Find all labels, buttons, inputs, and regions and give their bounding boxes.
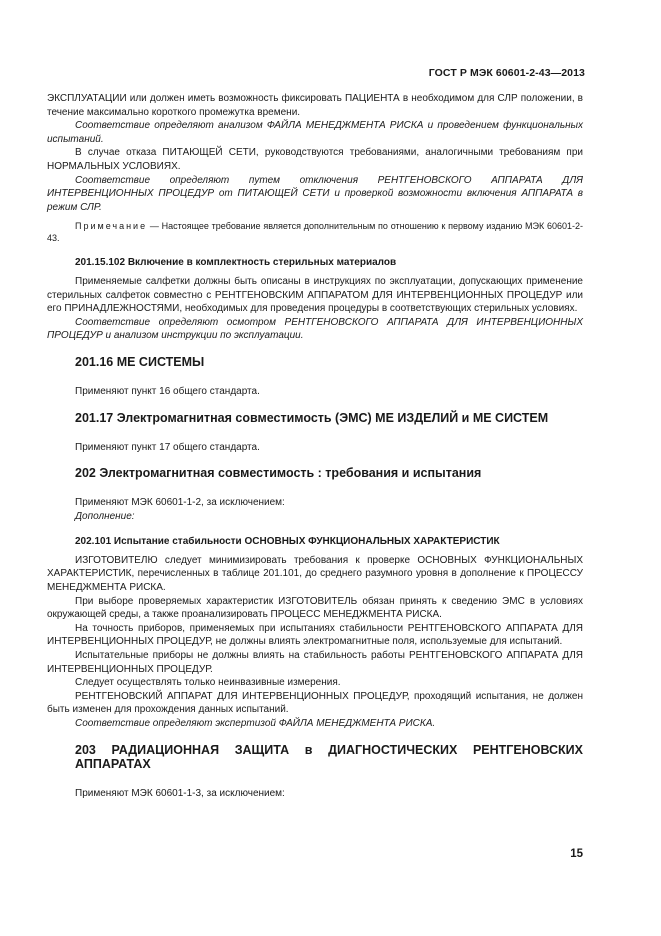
section-heading: 203 РАДИАЦИОННАЯ ЗАЩИТА в ДИАГНОСТИЧЕСКИХ РЕНТГЕНОВСКИХ АППАРАТАХ [75, 742, 583, 771]
compliance-paragraph: Соответствие определяют анализом ФАЙЛА МЕНЕДЖМЕНТА РИСКА и проведением функциональных испытаний. [47, 120, 583, 145]
paragraph: ИЗГОТОВИТЕЛЮ следует минимизировать требования к проверке ОСНОВНЫХ ФУНКЦИОНАЛЬНЫХ ХАРАКТЕРИСТИК, перечисленных в таблице 201.101, до среднего разумного уровня в дополнение к ПРОЦЕССУ МЕНЕДЖМЕНТА РИСКА. [47, 554, 583, 594]
compliance-paragraph: Соответствие определяют путем отключения РЕНТГЕНОВСКОГО АППАРАТА ДЛЯ ИНТЕРВЕНЦИОННЫХ ПРОЦЕДУР от ПИТАЮЩЕЙ СЕТИ и проверкой возможности включения АППАРАТА в режим СЛР. [47, 174, 583, 213]
paragraph: ЭКСПЛУАТАЦИИ или должен иметь возможность фиксировать ПАЦИЕНТА в необходимом для СЛР положении, в течение максимально короткого промежутка времени. [47, 93, 583, 118]
note-label: Примечание [75, 221, 148, 232]
paragraph: Применяемые салфетки должны быть описаны в инструкциях по эксплуатации, допускающих применение стерильных салфеток совместно с РЕНТГЕНОВСКИМ АППАРАТОМ ДЛЯ ИНТЕРВЕНЦИОННЫХ ПРОЦЕДУР или его ПРИНАДЛЕЖНОСТЯМИ, необходимых для проведения процедуры в соответствующих стерильных условиях. [47, 275, 583, 315]
addition-label: Дополнение: [75, 510, 135, 522]
paragraph: Испытательные приборы не должны влиять на стабильность работы РЕНТГЕНОВСКОГО АППАРАТА ДЛЯ ИНТЕРВЕНЦИОННЫХ ПРОЦЕДУР. [47, 650, 583, 675]
compliance-paragraph: Соответствие определяют экспертизой ФАЙЛА МЕНЕДЖМЕНТА РИСКА. [75, 718, 436, 729]
paragraph: На точность приборов, применяемых при испытаниях стабильности РЕНТГЕНОВСКОГО АППАРАТА ДЛЯ ИНТЕРВЕНЦИОННЫХ ПРОЦЕДУР, не должны влиять электромагнитные поля, используемые для испытаний. [47, 622, 583, 648]
paragraph: В случае отказа ПИТАЮЩЕЙ СЕТИ, руководствуются требованиями, аналогичными требованиям при НОРМАЛЬНЫХ УСЛОВИЯХ. [47, 147, 583, 172]
section-heading: 201.16 МЕ СИСТЕМЫ [75, 354, 205, 369]
subsection-heading: 202.101 Испытание стабильности ОСНОВНЫХ ФУНКЦИОНАЛЬНЫХ ХАРАКТЕРИСТИК [75, 536, 500, 548]
paragraph: РЕНТГЕНОВСКИЙ АППАРАТ ДЛЯ ИНТЕРВЕНЦИОННЫХ ПРОЦЕДУР, проходящий испытания, не должен быть изменен для прохождения данных испытаний. [47, 690, 583, 716]
paragraph: Применяют МЭК 60601-1-3, за исключением: [75, 787, 285, 799]
document-body [47, 92, 583, 800]
compliance-paragraph: Соответствие определяют осмотром РЕНТГЕНОВСКОГО АППАРАТА ДЛЯ ИНТЕРВЕНЦИОННЫХ ПРОЦЕДУР и анализом инструкции по эксплуатации. [47, 316, 583, 342]
subsection-heading: 201.15.102 Включение в комплектность стерильных материалов [75, 257, 397, 269]
note [47, 220, 583, 244]
page-number: 15 [570, 848, 583, 860]
paragraph: Следует осуществлять только неинвазивные измерения. [75, 677, 341, 689]
note-text: — Настоящее требование является дополнительным по отношению к первому изданию МЭК 60601-2-43. [47, 221, 583, 244]
document-header: ГОСТ Р МЭК 60601-2-43—2013 [428, 67, 585, 79]
paragraph: При выборе проверяемых характеристик ИЗГОТОВИТЕЛЬ обязан принять к сведению ЭМС в условиях окружающей среды, а также проанализировать ПРОЦЕСС МЕНЕДЖМЕНТА РИСКА. [47, 595, 583, 621]
paragraph: Применяют пункт 17 общего стандарта. [75, 441, 260, 453]
section-heading: 202 Электромагнитная совместимость : требования и испытания [75, 466, 482, 481]
paragraph: Применяют МЭК 60601-1-2, за исключением: [75, 497, 285, 509]
section-heading: 201.17 Электромагнитная совместимость (ЭМС) МЕ ИЗДЕЛИЙ и МЕ СИСТЕМ [75, 410, 549, 425]
paragraph: Применяют пункт 16 общего стандарта. [75, 385, 260, 397]
